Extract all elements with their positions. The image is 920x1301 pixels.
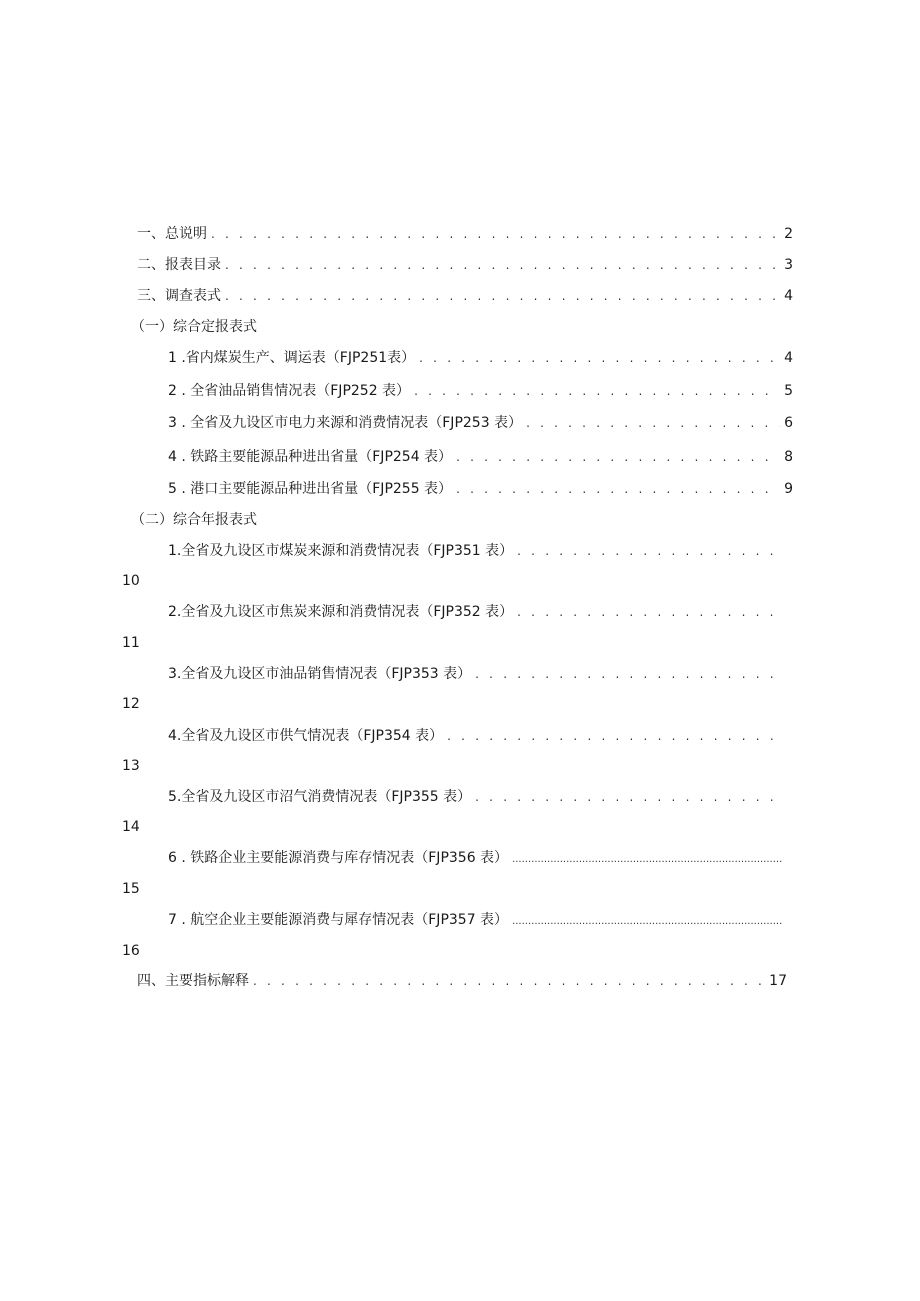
toc-leader — [225, 255, 780, 275]
toc-entry-label: 三、调查表式 — [137, 288, 221, 304]
toc-entry-fjp356[interactable] — [168, 848, 786, 868]
toc-entry-label: 4 . 铁路主要能源品种进出省量（FJP254 表） — [168, 449, 453, 465]
toc-leader — [253, 971, 765, 991]
toc-entry-fjp253[interactable] — [168, 413, 793, 433]
toc-leader — [512, 850, 782, 870]
toc-entry-label: 5.全省及九设区市沼气消费情况表（FJP355 表） — [168, 789, 472, 805]
toc-page-number: 12 — [122, 696, 140, 712]
toc-entry-fjp357[interactable] — [168, 910, 786, 930]
toc-leader — [211, 224, 780, 244]
toc-entry-fjp255[interactable] — [168, 479, 793, 499]
toc-entry-label: 2.全省及九设区市焦炭来源和消费情况表（FJP352 表） — [168, 604, 514, 620]
toc-entry-label: 2 . 全省油品销售情况表（FJP252 表） — [168, 383, 411, 399]
toc-leader — [225, 286, 780, 306]
toc-entry-general[interactable] — [137, 224, 793, 244]
toc-page-number: 8 — [784, 449, 793, 465]
toc-leader — [447, 726, 778, 746]
toc-entry-fjp254[interactable] — [168, 447, 793, 467]
toc-page-number: 2 — [784, 226, 793, 242]
toc-page-number: 13 — [122, 758, 140, 774]
toc-entry-fjp251[interactable] — [168, 348, 793, 368]
toc-leader — [419, 348, 780, 368]
toc-page-number: 4 — [784, 350, 793, 366]
toc-leader — [475, 787, 778, 807]
toc-leader — [456, 479, 780, 499]
toc-page-number: 16 — [122, 943, 140, 959]
toc-page-number: 15 — [122, 881, 140, 897]
toc-page-number: 17 — [769, 973, 787, 989]
toc-entry-label: 四、主要指标解释 — [137, 973, 249, 989]
toc-entry-fjp351[interactable] — [168, 541, 782, 561]
toc-leader — [526, 413, 780, 433]
toc-page-number: 3 — [784, 257, 793, 273]
toc-entry-label: 一、总说明 — [137, 226, 207, 242]
toc-leader — [456, 447, 780, 467]
toc-entry-label: 3 . 全省及九设区市电力来源和消费情况表（FJP253 表） — [168, 415, 523, 431]
toc-entry-fjp355[interactable] — [168, 787, 782, 807]
toc-page-number: 4 — [784, 288, 793, 304]
toc-leader — [414, 381, 780, 401]
toc-entry-label: 4.全省及九设区市供气情况表（FJP354 表） — [168, 728, 444, 744]
toc-entry-label: 5 . 港口主要能源品种进出省量（FJP255 表） — [168, 481, 453, 497]
toc-group-annual[interactable]: （二）综合年报表式 — [131, 512, 257, 528]
toc-group-periodic[interactable]: （一）综合定报表式 — [131, 319, 257, 335]
toc-page-number: 11 — [122, 635, 140, 651]
toc-page-number: 6 — [784, 415, 793, 431]
toc-entry-fjp354[interactable] — [168, 726, 782, 746]
toc-entry-fjp252[interactable] — [168, 381, 793, 401]
toc-leader — [517, 541, 778, 561]
toc-entry-survey-forms[interactable] — [137, 286, 793, 306]
toc-entry-fjp353[interactable] — [168, 664, 782, 684]
toc-leader — [517, 602, 778, 622]
toc-page-number: 10 — [122, 573, 140, 589]
toc-entry-label: 1 .省内煤炭生产、调运表（FJP251表） — [168, 350, 416, 366]
toc-entry-indicators[interactable] — [137, 971, 787, 991]
toc-page-number: 14 — [122, 819, 140, 835]
toc-leader — [475, 664, 778, 684]
toc-entry-label: 二、报表目录 — [137, 257, 221, 273]
toc-entry-label: 3.全省及九设区市油品销售情况表（FJP353 表） — [168, 666, 472, 682]
toc-entry-fjp352[interactable] — [168, 602, 782, 622]
toc-page-number: 5 — [784, 383, 793, 399]
toc-entry-label: 1.全省及九设区市煤炭来源和消费情况表（FJP351 表） — [168, 543, 514, 559]
toc-entry-label: 6 . 铁路企业主要能源消费与库存情况表（FJP356 表） — [168, 850, 509, 866]
toc-entry-label: 7 . 航空企业主要能源消费与犀存情况表（FJP357 表） — [168, 912, 509, 928]
toc-page-number: 9 — [784, 481, 793, 497]
toc-leader — [512, 912, 782, 932]
toc-entry-catalog[interactable] — [137, 255, 793, 275]
